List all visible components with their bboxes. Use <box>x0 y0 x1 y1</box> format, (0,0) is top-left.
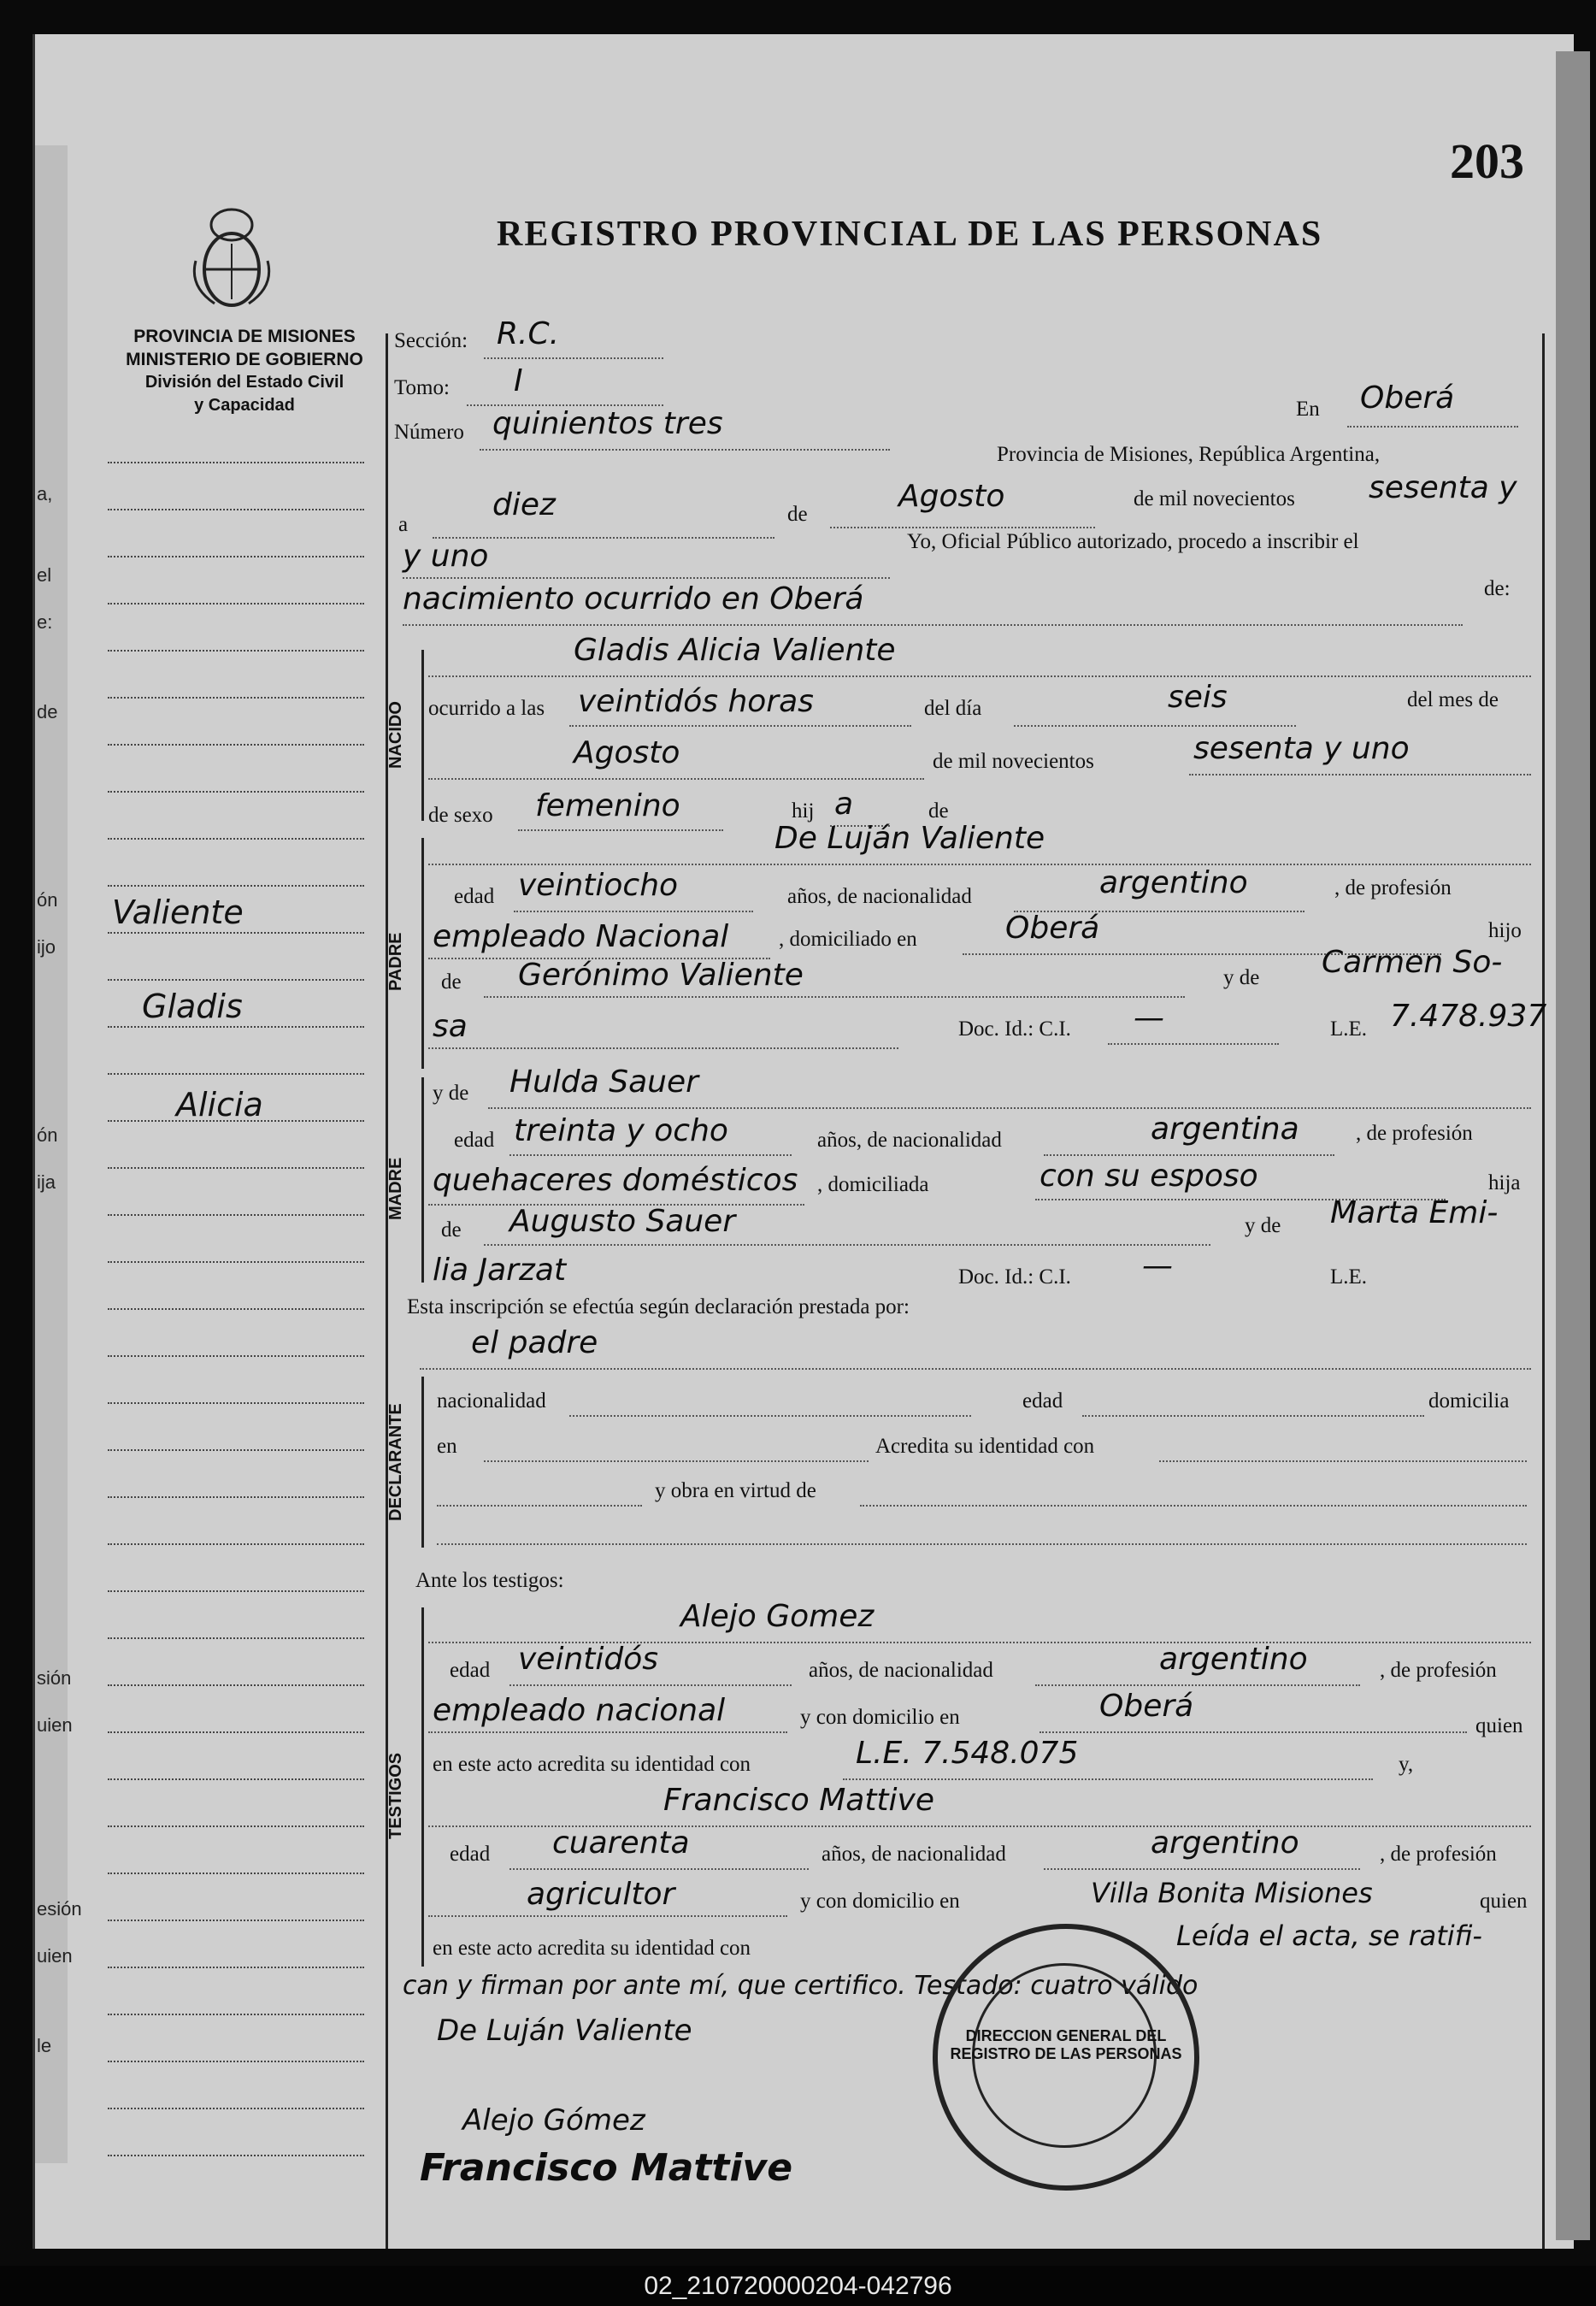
declarante-value: el padre <box>471 1325 598 1360</box>
nacimiento-value: nacimiento ocurrido en Oberá <box>403 581 864 616</box>
margin-middle-name: Alicia <box>176 1086 263 1124</box>
t1-dom-value: Oberá <box>1099 1689 1194 1724</box>
t2-prof-label: , de profesión <box>1380 1843 1497 1866</box>
madre-prof-label: , de profesión <box>1356 1122 1473 1145</box>
section-label-declarante: DECLARANTE <box>386 1403 405 1521</box>
decl-en-line <box>484 1460 869 1462</box>
strip-word: a, <box>37 483 53 504</box>
mother-name-line <box>488 1107 1531 1109</box>
padre-ci-line <box>1108 1043 1279 1045</box>
section-label-nacido: NACIDO <box>386 701 405 770</box>
padre-de-label: de <box>441 970 462 994</box>
madre-madre-value-b: lia Jarzat <box>433 1253 567 1288</box>
madre-ci-value: — <box>1142 1248 1173 1283</box>
seccion-value: R.C. <box>497 316 560 351</box>
numero-line <box>480 449 890 451</box>
left-column-line <box>108 509 364 510</box>
coat-of-arms-icon <box>189 201 274 312</box>
witness2-name: Francisco Mattive <box>663 1783 935 1818</box>
hora-line <box>569 725 911 727</box>
hij-label: hij <box>792 799 815 823</box>
office-division: División del Estado Civil <box>144 373 345 392</box>
mother-name: Hulda Sauer <box>509 1065 698 1100</box>
section-label-testigos: TESTIGOS <box>386 1752 405 1839</box>
t1-edad-label: edad <box>450 1659 491 1682</box>
t2-edad-value: cuarenta <box>552 1825 690 1861</box>
madre-edad-line <box>509 1154 792 1156</box>
padre-hijo-label: hijo <box>1488 919 1522 942</box>
padre-prof-label: , de profesión <box>1334 876 1452 899</box>
strip-word: uien <box>37 1945 73 1967</box>
decl-nac-label: nacionalidad <box>437 1389 546 1412</box>
left-column-line <box>108 1684 364 1686</box>
madre-prof-value: quehaceres domésticos <box>433 1163 798 1198</box>
de-colon-label: de: <box>1484 577 1511 600</box>
t2-edad-label: edad <box>450 1843 491 1866</box>
mes-nac-line <box>428 778 924 780</box>
left-column-line <box>108 1967 364 1968</box>
tomo-value: I <box>514 363 523 398</box>
strip-word: ón <box>37 889 58 911</box>
strip-word: el <box>37 564 52 586</box>
decl-acredita-line <box>1159 1460 1527 1462</box>
t1-id-line <box>843 1778 1373 1780</box>
child-name: Gladis Alicia Valiente <box>574 633 896 668</box>
t1-id-value: L.E. 7.548.075 <box>856 1736 1079 1771</box>
left-column-line <box>108 1825 364 1827</box>
seal-text: DIRECCION GENERAL DEL REGISTRO DE LAS PERSONAS <box>950 2027 1182 2062</box>
padre-y-de-label: y de <box>1223 966 1260 989</box>
left-column-line <box>108 932 364 934</box>
dia-nac-line <box>1014 725 1296 727</box>
page-number: 203 <box>1450 133 1524 189</box>
left-column-line <box>108 1496 364 1498</box>
t2-prof-line <box>428 1915 787 1917</box>
numero-label: Número <box>394 421 464 444</box>
strip-word: de <box>37 701 58 722</box>
padre-padre-line <box>484 996 1185 998</box>
left-column-line <box>108 885 364 887</box>
strip-word: e: <box>37 611 53 633</box>
t2-quien-label: quien <box>1480 1890 1528 1913</box>
madre-le-label: L.E. <box>1330 1265 1368 1289</box>
padre-edad-value: veintiocho <box>518 868 679 903</box>
sexo-line <box>518 829 723 831</box>
t1-dom-label: y con domicilio en <box>800 1706 960 1729</box>
madre-de-label: de <box>441 1218 462 1241</box>
madre-edad-value: treinta y ocho <box>514 1113 728 1148</box>
anio-value-b: y uno <box>403 539 489 574</box>
ante-testigos-text: Ante los testigos: <box>415 1569 564 1592</box>
left-column-line <box>108 1778 364 1780</box>
section-madre <box>386 1065 1540 1289</box>
margin-surname: Valiente <box>112 894 244 931</box>
left-column-line <box>108 650 364 652</box>
decl-obra-line <box>860 1505 1527 1507</box>
t1-dom-line <box>1039 1731 1467 1733</box>
witness1-signature: Alejo Gómez <box>462 2103 645 2138</box>
left-column-line <box>108 462 364 463</box>
madre-y-de-label: y de <box>433 1082 469 1105</box>
inscripcion-text: Esta inscripción se efectúa según declaración prestada por: <box>407 1295 910 1318</box>
mil-novecientos-label: de mil novecientos <box>1134 487 1295 510</box>
left-column-line <box>108 1261 364 1263</box>
t1-prof-value: empleado nacional <box>433 1693 726 1728</box>
left-column-line <box>108 603 364 605</box>
decl-edad-line <box>1082 1415 1424 1417</box>
madre-nac-label: años, de nacionalidad <box>817 1129 1002 1152</box>
en-line <box>1347 426 1518 428</box>
page-title: REGISTRO PROVINCIAL DE LAS PERSONAS <box>497 215 1323 254</box>
ocurrido-label: ocurrido a las <box>428 697 545 720</box>
father-signature: De Luján Valiente <box>437 2014 692 2048</box>
padre-le-label: L.E. <box>1330 1017 1368 1041</box>
t1-acto-label: en este acto acredita su identidad con <box>433 1753 751 1776</box>
child-name-line <box>428 675 1531 677</box>
section-testigos <box>386 1599 1540 1967</box>
madre-padre-value: Augusto Sauer <box>509 1204 736 1239</box>
left-column-line <box>108 2108 364 2109</box>
registry-form <box>386 316 1547 2249</box>
madre-madre-value-a: Marta Emi- <box>1330 1195 1499 1230</box>
father-name: De Luján Valiente <box>774 821 1045 856</box>
office-capacity: y Capacidad <box>194 396 295 415</box>
t2-edad-line <box>509 1868 809 1870</box>
issuing-office <box>108 325 381 417</box>
section-label-madre: MADRE <box>386 1157 405 1220</box>
witness2-signature: Francisco Mattive <box>420 2146 793 2190</box>
strip-word: le <box>37 2035 52 2056</box>
numero-value: quinientos tres <box>492 406 723 441</box>
left-column-line <box>108 1543 364 1545</box>
en-label: En <box>1296 398 1320 421</box>
t2-nac-value: argentino <box>1151 1825 1299 1861</box>
anio-nac-value: sesenta y uno <box>1193 731 1410 766</box>
left-column-line <box>108 697 364 699</box>
t1-quien-label: quien <box>1475 1714 1523 1737</box>
padre-doc-label: Doc. Id.: C.I. <box>958 1017 1071 1041</box>
de-label: de <box>787 503 808 526</box>
nacimiento-line <box>403 624 1463 626</box>
section-nacido <box>386 633 1540 827</box>
provincia-text: Provincia de Misiones, República Argentina, <box>997 443 1381 466</box>
t1-prof-line <box>428 1731 787 1733</box>
left-column-line <box>108 1402 364 1404</box>
del-dia-label: del día <box>924 697 982 720</box>
seccion-line <box>484 357 663 359</box>
left-column-line <box>108 2061 364 2062</box>
left-column-line <box>108 1920 364 1921</box>
padre-edad-label: edad <box>454 885 495 908</box>
madre-dom-value: con su esposo <box>1039 1159 1258 1194</box>
de-mil-label: de mil novecientos <box>933 750 1094 773</box>
binder-edge <box>1556 51 1590 2240</box>
t2-nac-label: años, de nacionalidad <box>822 1843 1006 1866</box>
padre-madre-value-b: sa <box>433 1009 468 1044</box>
margin-first-name: Gladis <box>142 988 243 1025</box>
strip-word: ija <box>37 1171 56 1193</box>
left-column-line <box>108 791 364 793</box>
left-column-line <box>108 1073 364 1075</box>
madre-y-de-label-2: y de <box>1245 1214 1281 1237</box>
declarante-line <box>420 1368 1531 1370</box>
decl-acredita-label: Acredita su identidad con <box>875 1435 1095 1458</box>
en-value: Oberá <box>1360 380 1455 416</box>
del-mes-label: del mes de <box>1407 688 1499 711</box>
madre-edad-label: edad <box>454 1129 495 1152</box>
strip-word: sión <box>37 1667 72 1689</box>
document-page <box>32 34 1574 2249</box>
anio-value-a: sesenta y <box>1369 470 1517 505</box>
mes-value: Agosto <box>898 479 1005 514</box>
de-label-2: de <box>928 799 949 823</box>
adjacent-page-strip <box>35 145 82 2163</box>
office-ministry: MINISTERIO DE GOBIERNO <box>126 350 363 369</box>
padre-dom-label: , domiciliado en <box>779 928 917 951</box>
madre-nac-value: argentina <box>1151 1112 1299 1147</box>
t1-y-label: y, <box>1399 1753 1414 1776</box>
strip-word: ón <box>37 1124 58 1146</box>
a-label: a <box>398 513 409 536</box>
closing-text-a: Leída el acta, se ratifi- <box>1176 1920 1482 1952</box>
madre-hija-label: hija <box>1488 1171 1521 1194</box>
t2-dom-label: y con domicilio en <box>800 1890 960 1913</box>
t2-nac-line <box>1044 1868 1360 1870</box>
padre-dom-value: Oberá <box>1005 911 1100 946</box>
left-column-line <box>108 1873 364 1874</box>
dia-value: diez <box>492 487 556 522</box>
image-id-footer: 02_210720000204-042796 <box>0 2266 1596 2306</box>
padre-ci-value: — <box>1134 1000 1164 1035</box>
sexo-value: femenino <box>535 788 680 823</box>
decl-obra-label: y obra en virtud de <box>655 1479 816 1502</box>
madre-nac-line <box>1044 1154 1334 1156</box>
padre-prof-value: empleado Nacional <box>433 919 729 954</box>
padre-madre-line <box>428 1047 898 1049</box>
left-column-line <box>108 744 364 746</box>
left-column-line <box>108 1731 364 1733</box>
mes-nac-value: Agosto <box>574 735 680 770</box>
strip-word: ijo <box>37 936 56 958</box>
madre-doc-label: Doc. Id.: C.I. <box>958 1265 1071 1289</box>
padre-nac-value: argentino <box>1099 865 1248 900</box>
t1-nac-line <box>1035 1684 1360 1686</box>
anio-nac-line <box>1189 774 1531 776</box>
decl-en-label: en <box>437 1435 457 1458</box>
decl-extra-line <box>437 1543 1527 1545</box>
section-label-padre: PADRE <box>386 932 405 992</box>
decl-obra-pre-line <box>437 1505 642 1507</box>
padre-padre-value: Gerónimo Valiente <box>518 958 804 993</box>
padre-madre-value-a: Carmen So- <box>1322 945 1503 980</box>
strip-word: uien <box>37 1714 73 1736</box>
section-declarante <box>386 1377 1540 1548</box>
left-column-line <box>108 2155 364 2156</box>
hora-value: veintidós horas <box>578 684 814 719</box>
witness1-name: Alejo Gomez <box>680 1599 875 1634</box>
dia-nac-value: seis <box>1168 680 1228 715</box>
decl-dom-label: domicilia <box>1428 1389 1510 1412</box>
left-column-line <box>108 1590 364 1592</box>
t2-dom-value: Villa Bonita Misiones <box>1091 1877 1373 1909</box>
left-column-line <box>108 1449 364 1451</box>
t2-acto-label: en este acto acredita su identidad con <box>433 1937 751 1960</box>
left-column-line <box>108 1355 364 1357</box>
left-column-line <box>108 1214 364 1216</box>
decl-edad-label: edad <box>1022 1389 1063 1412</box>
left-column-line <box>108 838 364 840</box>
t1-edad-value: veintidós <box>518 1642 659 1677</box>
t1-prof-label: , de profesión <box>1380 1659 1497 1682</box>
tomo-label: Tomo: <box>394 376 450 399</box>
strip-word: esión <box>37 1898 82 1920</box>
anio-line <box>403 577 890 579</box>
office-province: PROVINCIA DE MISIONES <box>133 327 356 346</box>
t1-nac-label: años, de nacionalidad <box>809 1659 993 1682</box>
padre-le-value: 7.478.937 <box>1390 999 1547 1034</box>
left-column-line <box>108 556 364 557</box>
t1-edad-line <box>509 1684 792 1686</box>
seccion-label: Sección: <box>394 329 468 352</box>
left-column-line <box>108 1637 364 1639</box>
decl-nac-line <box>569 1415 971 1417</box>
left-column-line <box>108 1308 364 1310</box>
madre-dom-label: , domiciliada <box>817 1173 929 1196</box>
t2-prof-value: agricultor <box>527 1877 675 1912</box>
official-seal <box>933 1924 1199 2191</box>
yo-oficial-text: Yo, Oficial Público autorizado, procedo a inscribir el <box>907 530 1359 553</box>
hij-suffix: a <box>834 787 854 822</box>
padre-nac-label: años, de nacionalidad <box>787 885 972 908</box>
left-column-line <box>108 1026 364 1028</box>
left-column-line <box>108 979 364 981</box>
padre-edad-line <box>514 911 753 912</box>
t1-nac-value: argentino <box>1159 1642 1308 1677</box>
madre-padre-line <box>484 1244 1210 1246</box>
left-column-line <box>108 2014 364 2015</box>
left-column-line <box>108 1167 364 1169</box>
closing-text-b: can y firman por ante mí, que certifico. Testado: cuatro válido <box>403 1971 1198 2001</box>
section-padre <box>386 821 1547 1069</box>
mes-line <box>830 527 1095 528</box>
sexo-label: de sexo <box>428 804 493 827</box>
father-name-line <box>428 864 1531 865</box>
